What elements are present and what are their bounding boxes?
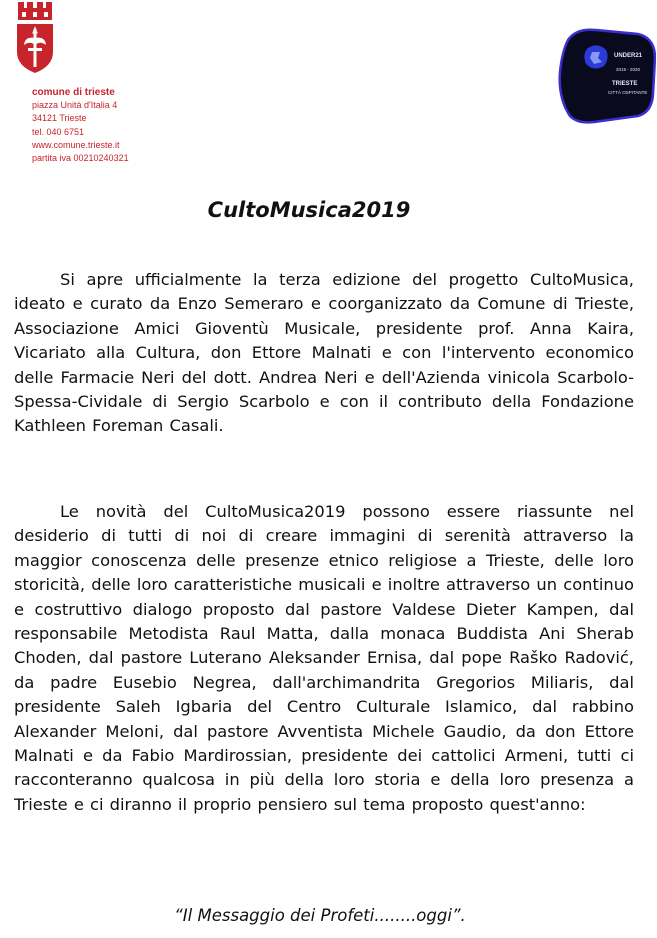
badge-caption: CITTÀ OSPITANTE: [608, 90, 648, 95]
address-line: piazza Unità d'Italia 4: [32, 100, 118, 111]
badge-title: UNDER21: [614, 53, 643, 59]
paragraph-1-text: Si apre ufficialmente la terza edizione del progetto CultoMusica, ideato e curato da Enzo Semeraro e coorganizzato da Comune di Trieste, Associazione Amici Gioventù Musicale, presidente prof. Anna Kaira, Vicariato alla Cultura, don Ettore Malnati e con l'intervento economico delle Farmacie Neri del dott. Andrea Neri e dell'Azienda vinicola Scarbolo-Spessa-Cividale di Sergio Scarbolo e con il contributo della Fondazione Kathleen Foreman Casali.: [14, 270, 634, 436]
trieste-coat-of-arms: [14, 2, 56, 74]
vat-line: partita iva 00210240321: [32, 153, 129, 164]
crown-icon: [18, 2, 52, 20]
badge-shape-icon: [554, 28, 656, 126]
paragraph-2-text: Le novità del CultoMusica2019 possono essere riassunte nel desiderio di tutti di noi di creare immagini di serenità attraverso la maggior conoscenza delle presenze etnico religiose a Trieste, delle loro storicità, delle loro caratteristiche musicali e inoltre attraverso un continuo e costruttivo dialogo proposto dal pastore Valdese Dieter Kampen, dal responsabile Metodista Raul Matta, dalla monaca Buddista Ani Sherab Choden, dal pastore Luterano Aleksander Ernisa, dal pope Raško Radović, da padre Eusebio Negrea, dall'archimandrita Gregorios Miliaris, dal presidente Saleh Igbaria del Centro Culturale Islamico, dal rabbino Alexander Meloni, dal pastore Avventista Michele Gaudio, da don Ettore Malnati e da Fabio Mardirossian, presidente dei cattolici Armeni, tutti ci racconteranno qualcosa in più della loro storia e della loro presenza a Trieste e ci diranno il proprio pensiero sul tema proposto quest'anno:: [14, 502, 634, 814]
website-line: www.comune.trieste.it: [32, 139, 120, 150]
city-line: 34121 Trieste: [32, 113, 87, 124]
letterhead: [32, 86, 129, 165]
document-title: CultoMusica2019: [207, 198, 411, 222]
municipality-name: comune di trieste: [32, 87, 115, 98]
badge-subtitle: 2019 - 2020: [616, 67, 641, 72]
badge-city: TRIESTE: [612, 81, 638, 87]
closing-quote: “Il Messaggio dei Profeti........oggi”.: [174, 906, 466, 925]
paragraph-1: [14, 268, 634, 439]
under21-badge: [554, 28, 656, 126]
phone-line: tel. 040 6751: [32, 126, 85, 137]
paragraph-2: [14, 500, 634, 817]
